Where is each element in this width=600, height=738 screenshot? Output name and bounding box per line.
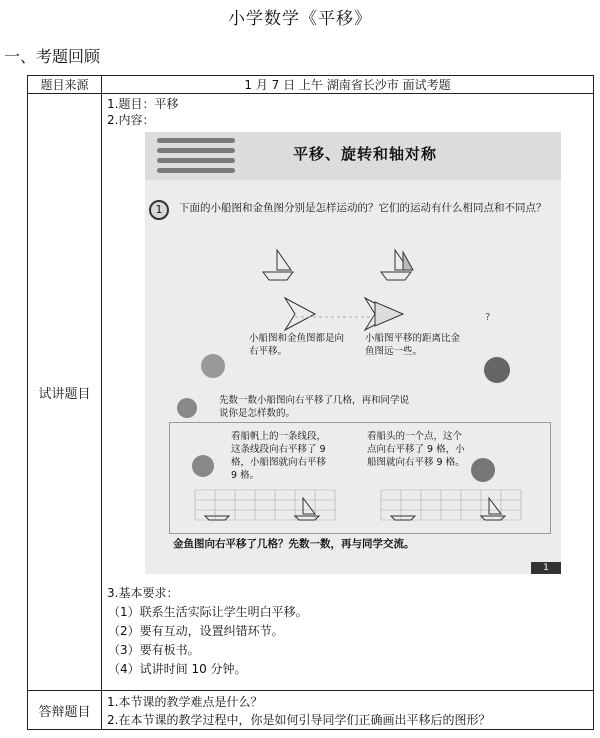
- lecture-content-cell: [102, 94, 594, 691]
- boat-icon: [263, 250, 413, 280]
- page-number: 1: [531, 562, 561, 574]
- requirement-item: （1）联系生活实际让学生明白平移。: [108, 605, 308, 619]
- topic-line: 1.题目：平移: [107, 97, 179, 111]
- lecture-row: [28, 94, 594, 691]
- document-title: 小学数学《平移》: [228, 9, 372, 29]
- textbook-note: 金鱼图向右平移了几格？先数一数，再与同学交流。: [173, 538, 415, 550]
- svg-text:?: ?: [485, 312, 491, 323]
- question-number: 1: [149, 200, 169, 220]
- lecture-label-cell: 试讲题目: [28, 94, 102, 691]
- requirement-item: （4）试讲时间 10 分钟。: [108, 662, 247, 676]
- textbook-image: [145, 132, 561, 574]
- requirement-item: （2）要有互动，设置纠错环节。: [108, 624, 284, 638]
- cartoon-character-icon: [201, 354, 225, 378]
- speech-bubble-left: 小船图和金鱼图都是向右平移。: [249, 333, 345, 357]
- textbook-example-box: [169, 422, 551, 534]
- defense-row: [28, 691, 594, 730]
- source-label-cell: 题目来源: [28, 76, 102, 94]
- section-heading: 一、考题回顾: [4, 47, 101, 66]
- speech-bubble-box-right: 看船头的一个点，这个点向右平移了 9 格，小船图就向右平移 9 格。: [367, 431, 465, 468]
- speech-bubble-prompt: 先数一数小船图向右平移了几格，再和同学说说你是怎样数的。: [219, 395, 410, 419]
- defense-content-cell: [102, 691, 594, 730]
- content-label: 2.内容：: [107, 113, 155, 127]
- textbook-question: 下面的小船图和金鱼图分别是怎样运动的？它们的运动有什么相同点和不同点？: [179, 202, 547, 214]
- textbook-title: 平移、旋转和轴对称: [293, 145, 438, 163]
- speech-bubble-box-left: 看船帆上的一条线段，这条线段向右平移了 9 格，小船图就向右平移 9 格。: [231, 431, 327, 481]
- requirements-block: [107, 584, 593, 679]
- defense-label-cell: 答辩题目: [28, 691, 102, 730]
- requirement-item: （3）要有板书。: [108, 643, 200, 657]
- cartoon-character-icon: [177, 398, 197, 418]
- source-value-cell: 1 月 7 日 上午 湖南省长沙市 面试考题: [102, 76, 594, 94]
- requirements-title: 3.基本要求：: [107, 586, 179, 600]
- speech-bubble-right: 小船图平移的距离比金鱼图远一些。: [365, 333, 461, 357]
- cartoon-character-icon: [484, 357, 510, 383]
- fish-icon: [285, 298, 403, 330]
- defense-question: 2.在本节课的教学过程中，你是如何引导同学们正确画出平移后的图形？: [107, 713, 491, 727]
- table-header-row: [28, 76, 594, 94]
- defense-question: 1.本节课的教学难点是什么？: [107, 695, 263, 709]
- exam-table: [27, 75, 594, 730]
